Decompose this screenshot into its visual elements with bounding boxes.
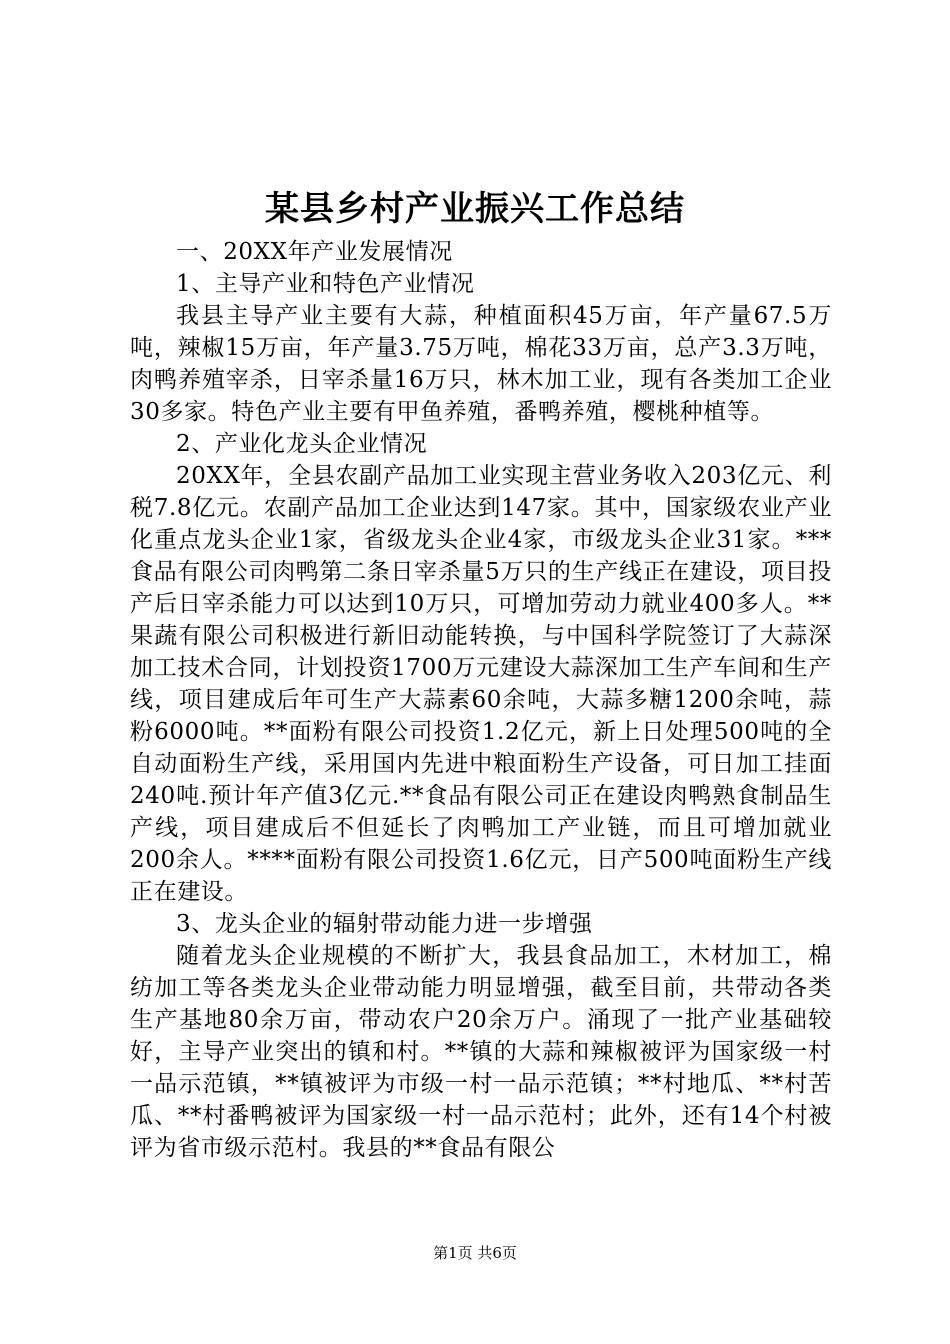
document-body — [130, 236, 832, 1164]
subsection-heading: 1、主导产业和特色产业情况 — [176, 271, 475, 297]
document-title: 某县乡村产业振兴工作总结 — [265, 189, 685, 229]
subsection-heading: 2、产业化龙头企业情况 — [176, 431, 428, 457]
section-heading: 一、20XX年产业发展情况 — [176, 239, 453, 265]
body-paragraph: 20XX年，全县农副产品加工业实现主营业务收入203亿元、利税7.8亿元。农副产品加工企业达到147家。其中，国家级农业产业化重点龙头企业1家，省级龙头企业4家，市级龙头企业31家。***食品有限公司肉鸭第二条日宰杀量5万只的生产线正在建设，项目投产后日宰杀能力可以达到10万只，可增加劳动力就业400多人。**果蔬有限公司积极进行新旧动能转换，与中国科学院签订了大蒜深加工技术合同，计划投资1700万元建设大蒜深加工生产车间和生产线，项目建成后年可生产大蒜素60余吨，大蒜多糖1200余吨，蒜粉6000吨。**面粉有限公司投资1.2亿元，新上日处理500吨的全自动面粉生产线，采用国内先进中粮面粉生产设备，可日加工挂面240吨.预计年产值3亿元.**食品有限公司正在建设肉鸭熟食制品生产线，项目建成后不但延长了肉鸭加工产业链，而且可增加就业200余人。****面粉有限公司投资1.6亿元，日产500吨面粉生产线正在建设。 — [130, 463, 832, 905]
body-paragraph: 随着龙头企业规模的不断扩大，我县食品加工，木材加工，棉纺加工等各类龙头企业带动能力明显增强，截至目前，共带动各类生产基地80余万亩，带动农户20余万户。涌现了一批产业基础较好，主导产业突出的镇和村。**镇的大蒜和辣椒被评为国家级一村一品示范镇，**镇被评为市级一村一品示范镇；**村地瓜、**村苦瓜、**村番鸭被评为国家级一村一品示范村；此外，还有14个村被评为省市级示范村。我县的**食品有限公 — [130, 943, 832, 1161]
page-number-footer: 第1页 共6页 — [433, 1244, 517, 1262]
subsection-heading: 3、龙头企业的辐射带动能力进一步增强 — [176, 911, 593, 937]
body-paragraph: 我县主导产业主要有大蒜，种植面积45万亩，年产量67.5万吨，辣椒15万亩，年产量3.75万吨，棉花33万亩，总产3.3万吨，肉鸭养殖宰杀，日宰杀量16万只，林木加工业，现有各类加工企业30多家。特色产业主要有甲鱼养殖，番鸭养殖，樱桃种植等。 — [130, 303, 832, 425]
